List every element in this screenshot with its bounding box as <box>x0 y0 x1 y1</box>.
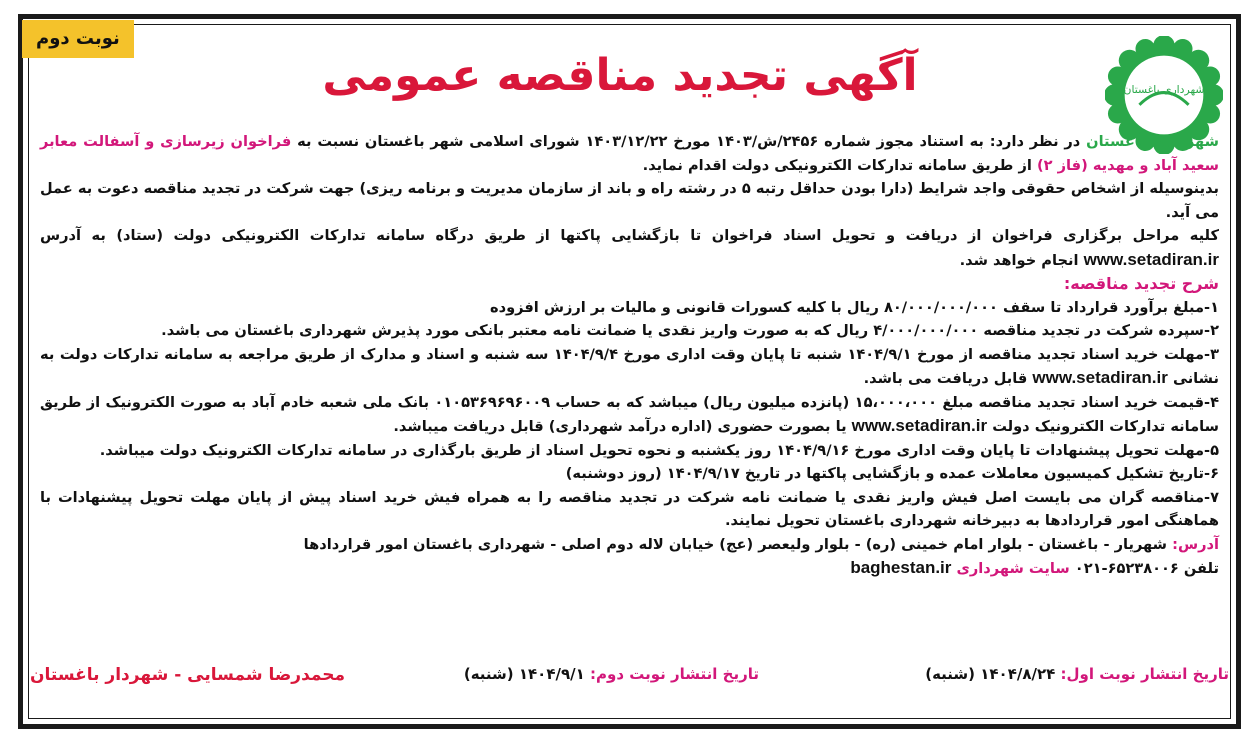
item-3-tail: قابل دریافت می باشد. <box>863 370 1028 387</box>
notice-body <box>40 130 1219 581</box>
municipality-site-link[interactable]: baghestan.ir <box>850 558 952 577</box>
setad-link[interactable]: www.setadiran.ir <box>1083 249 1219 269</box>
item-7: ۷-مناقصه گران می بایست اصل فیش واریز نقدی یا ضمانت نامه شرکت در تجدید مناقصه را به همراه فیش خرید اسناد پیش از پایان مهلت تحویل پیشنهادات با هماهنگی امور قراردادها به دبیرخانه شهرداری باغستان تحویل نمایند. <box>40 488 1219 529</box>
phone-line <box>40 556 1219 581</box>
item-5: ۵-مهلت تحویل پیشنهادات تا پایان وقت اداری مورخ ۱۴۰۴/۹/۱۶ روز یکشنبه و نحوه تحویل اسناد از طریق بارگذاری در سامانه تدارکات الکترونیک دولت میباشد. <box>99 441 1219 459</box>
stages-text-1: کلیه مراحل برگزاری فراخوان از دریافت و تحویل اسناد فراخوان تا بازگشایی پاکتها از طریق درگاه سامانه تدارکات الکترونیکی دولت (ستاد) به آدرس <box>40 227 1219 244</box>
project-title: فراخوان زیرسازی و آسفالت معابر سعید آباد و مهدیه (فاز ۲) <box>40 133 1219 174</box>
item-4-tail: یا بصورت حضوری (اداره درآمد شهرداری) قابل دریافت میباشد. <box>393 418 847 435</box>
section-title: شرح تجدید مناقصه: <box>1063 274 1219 293</box>
address-line <box>40 533 1219 557</box>
footer <box>30 665 1229 697</box>
item-4-link[interactable]: www.setadiran.ir <box>851 416 988 435</box>
page-title: آگهی تجدید مناقصه عمومی <box>322 50 918 101</box>
stages-paragraph <box>40 224 1219 272</box>
item-1: ۱-مبلغ برآورد قرارداد تا سقف ۸۰/۰۰۰/۰۰۰/۰۰۰ ریال با کلیه کسورات قانونی و مالیات بر ارزش افزوده <box>489 298 1219 316</box>
intro-text-1: در نظر دارد: به استناد مجوز شماره ۲۴۵۶/ش/۱۴۰۳ مورخ ۱۴۰۳/۱۲/۲۲ شورای اسلامی شهر باغستان نسبت به <box>297 133 1081 150</box>
organization-name: شهرداری باغستان <box>1086 133 1219 150</box>
item-3 <box>40 343 1219 391</box>
item-6: ۶-تاریخ تشکیل کمیسیون معاملات عمده و بازگشایی پاکتها در تاریخ ۱۴۰۴/۹/۱۷ (روز دوشنبه) <box>565 465 1219 482</box>
first-publication-date: ۱۴۰۴/۸/۲۴ (شنبه) <box>925 665 1056 683</box>
first-publication-label: تاریخ انتشار نوبت اول: <box>1060 665 1229 683</box>
item-3-text: ۳-مهلت خرید اسناد تجدید مناقصه از مورخ ۱۴۰۴/۹/۱ شنبه تا پایان وقت اداری مورخ ۱۴۰۴/۹/۴ سه شنبه و اسناد و مدارک از طریق مراجعه به سامانه تدارکات دولت به نشانی <box>40 345 1219 387</box>
intro-text-2: از طریق سامانه تدارکات الکترونیکی دولت اقدام نماید. <box>642 156 1032 174</box>
item-4-text: ۴-قیمت خرید اسناد تجدید مناقصه مبلغ ۱۵،۰۰۰،۰۰۰ (پانزده میلیون ریال) میباشد که به حساب ۰۱۰۵۳۶۹۶۹۶۰۰۹ بانک ملی شعبه خادم آباد به صورت الکترونیک از طریق سامانه تدارکات الکترونیک دولت <box>40 393 1219 435</box>
invite-paragraph: بدینوسیله از اشخاص حقوقی واجد شرایط (دارا بودن حداقل رتبه ۵ در رشته راه و باند از سازمان مدیریت و برنامه ریزی) جهت شرکت در تجدید مناقصه دعوت به عمل می آید. <box>40 180 1219 221</box>
item-4 <box>40 391 1219 439</box>
item-3-link[interactable]: www.setadiran.ir <box>1032 368 1168 387</box>
first-publication <box>925 665 1229 683</box>
intro-paragraph <box>40 130 1219 177</box>
phone-text: تلفن ۶۵۲۳۸۰۰۶-۰۲۱ <box>1074 560 1219 577</box>
second-publication <box>464 665 759 683</box>
mayor-signature: محمدرضا شمسایی - شهردار باغستان <box>30 665 346 685</box>
second-publication-date: ۱۴۰۴/۹/۱ (شنبه) <box>463 665 585 683</box>
second-publication-label: تاریخ انتشار نوبت دوم: <box>590 665 759 683</box>
round-badge: نوبت دوم <box>22 20 134 58</box>
logo-text: شهرداری باغستان <box>1123 83 1205 97</box>
site-label: سایت شهرداری <box>956 560 1070 577</box>
item-2: ۲-سپرده شرکت در تجدید مناقصه ۴/۰۰۰/۰۰۰/۰۰۰ ریال که به صورت واریز نقدی یا ضمانت نامه معتبر بانکی مورد پذیرش شهرداری باغستان می باشد. <box>161 322 1219 339</box>
stages-text-2: انجام خواهد شد. <box>959 251 1079 269</box>
address-label: آدرس: <box>1172 535 1219 553</box>
address-text: شهریار - باغستان - بلوار امام خمینی (ره) - بلوار ولیعصر (عج) خیابان لاله دوم اصلی - شهرداری باغستان امور قراردادها <box>303 535 1168 553</box>
